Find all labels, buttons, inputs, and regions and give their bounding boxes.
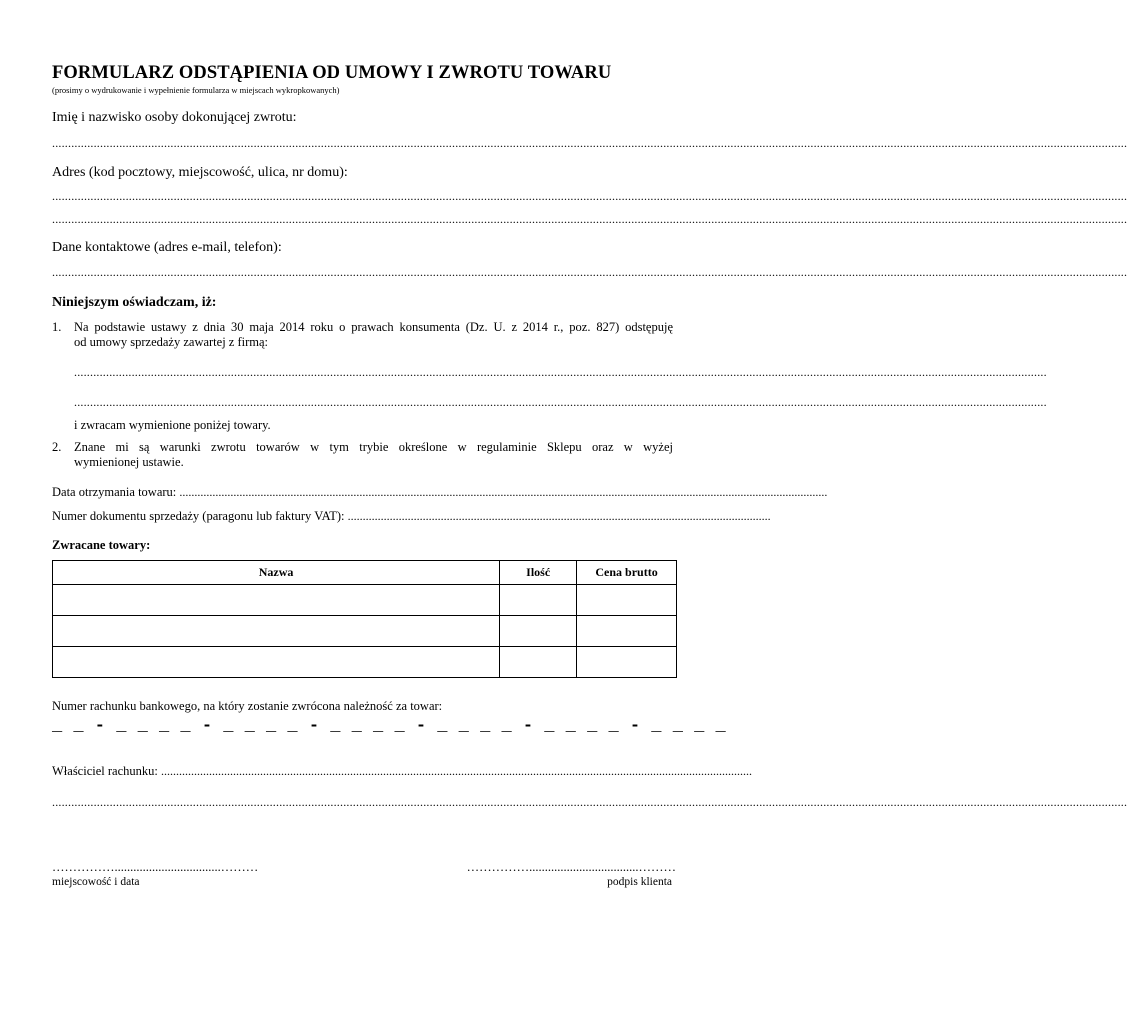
receipt-date-row xyxy=(52,485,828,500)
form-subtitle: (prosimy o wydrukowanie i wypełnienie formularza w miejscach wykropkowanych) xyxy=(52,85,340,95)
document-number-label: Numer dokumentu sprzedaży (paragonu lub faktury VAT): xyxy=(52,509,345,523)
table-cell[interactable] xyxy=(500,585,577,616)
declaration-heading: Niniejszym oświadczam, iż: xyxy=(52,295,217,310)
document-number-dots: ............................................................................................................................................. xyxy=(347,509,771,523)
address-label: Adres (kod pocztowy, miejscowość, ulica, nr domu): xyxy=(52,165,348,180)
account-owner-line-2 xyxy=(52,796,670,808)
goods-table-header-row xyxy=(53,561,677,585)
goods-table xyxy=(52,560,677,678)
item-1-line-2: od umowy sprzedaży zawartej z firmą: xyxy=(74,335,269,349)
item-1-return-text: i zwracam wymienione poniżej towary. xyxy=(74,418,271,432)
address-field-line-2 xyxy=(52,213,670,225)
company-field-line-2 xyxy=(74,396,670,408)
document-number-row xyxy=(52,509,771,524)
form-title: FORMULARZ ODSTĄPIENIA OD UMOWY I ZWROTU TOWARU xyxy=(52,63,612,83)
place-date-label: miejscowość i data xyxy=(52,876,140,888)
client-signature-label: podpis klienta xyxy=(607,876,672,888)
place-date-dots: ……………..................................……… xyxy=(52,860,259,874)
table-row xyxy=(53,585,677,616)
table-cell[interactable] xyxy=(577,647,677,678)
table-row xyxy=(53,616,677,647)
goods-heading: Zwracane towary: xyxy=(52,538,151,552)
item-2-line-2: wymienionej ustawie. xyxy=(74,455,184,469)
receipt-date-label: Data otrzymania towaru: xyxy=(52,485,177,499)
account-owner-dots: ..................................................................................................................................................................................................... xyxy=(160,764,752,778)
column-header-name: Nazwa xyxy=(53,561,500,585)
address-field-line-1 xyxy=(52,190,670,202)
company-field-line-1 xyxy=(74,366,670,378)
table-cell[interactable] xyxy=(53,585,500,616)
column-header-price: Cena brutto xyxy=(577,561,677,585)
account-owner-row xyxy=(52,764,752,779)
account-owner-label: Właściciel rachunku: xyxy=(52,764,158,778)
bank-account-pattern: _ _ - _ _ _ _ - _ _ _ _ - _ _ _ _ - _ _ _ _ - _ _ _ _ - _ _ _ _ xyxy=(52,717,727,736)
item-2-number: 2. xyxy=(52,440,62,454)
receipt-date-dots: ........................................................................................................................................................................................................................ xyxy=(179,485,828,499)
client-signature-dots: ……………...................................……… xyxy=(466,860,676,874)
table-cell[interactable] xyxy=(577,585,677,616)
bank-account-label: Numer rachunku bankowego, na który zostanie zwrócona należność za towar: xyxy=(52,699,443,713)
table-cell[interactable] xyxy=(500,616,577,647)
contact-field-line xyxy=(52,266,670,278)
contact-label: Dane kontaktowe (adres e-mail, telefon): xyxy=(52,240,282,255)
table-cell[interactable] xyxy=(500,647,577,678)
column-header-quantity: Ilość xyxy=(500,561,577,585)
table-row xyxy=(53,647,677,678)
item-1-line-1: Na podstawie ustawy z dnia 30 maja 2014 roku o prawach konsumenta (Dz. U. z 2014 r., poz. 827) odstępuję xyxy=(74,320,673,334)
item-1-number: 1. xyxy=(52,320,62,334)
table-cell[interactable] xyxy=(577,616,677,647)
name-field-line xyxy=(52,137,670,149)
name-label: Imię i nazwisko osoby dokonującej zwrotu: xyxy=(52,110,297,125)
table-cell[interactable] xyxy=(53,647,500,678)
item-2-line-1: Znane mi są warunki zwrotu towarów w tym trybie określone w regulaminie Sklepu oraz w wyżej xyxy=(74,440,673,454)
table-cell[interactable] xyxy=(53,616,500,647)
